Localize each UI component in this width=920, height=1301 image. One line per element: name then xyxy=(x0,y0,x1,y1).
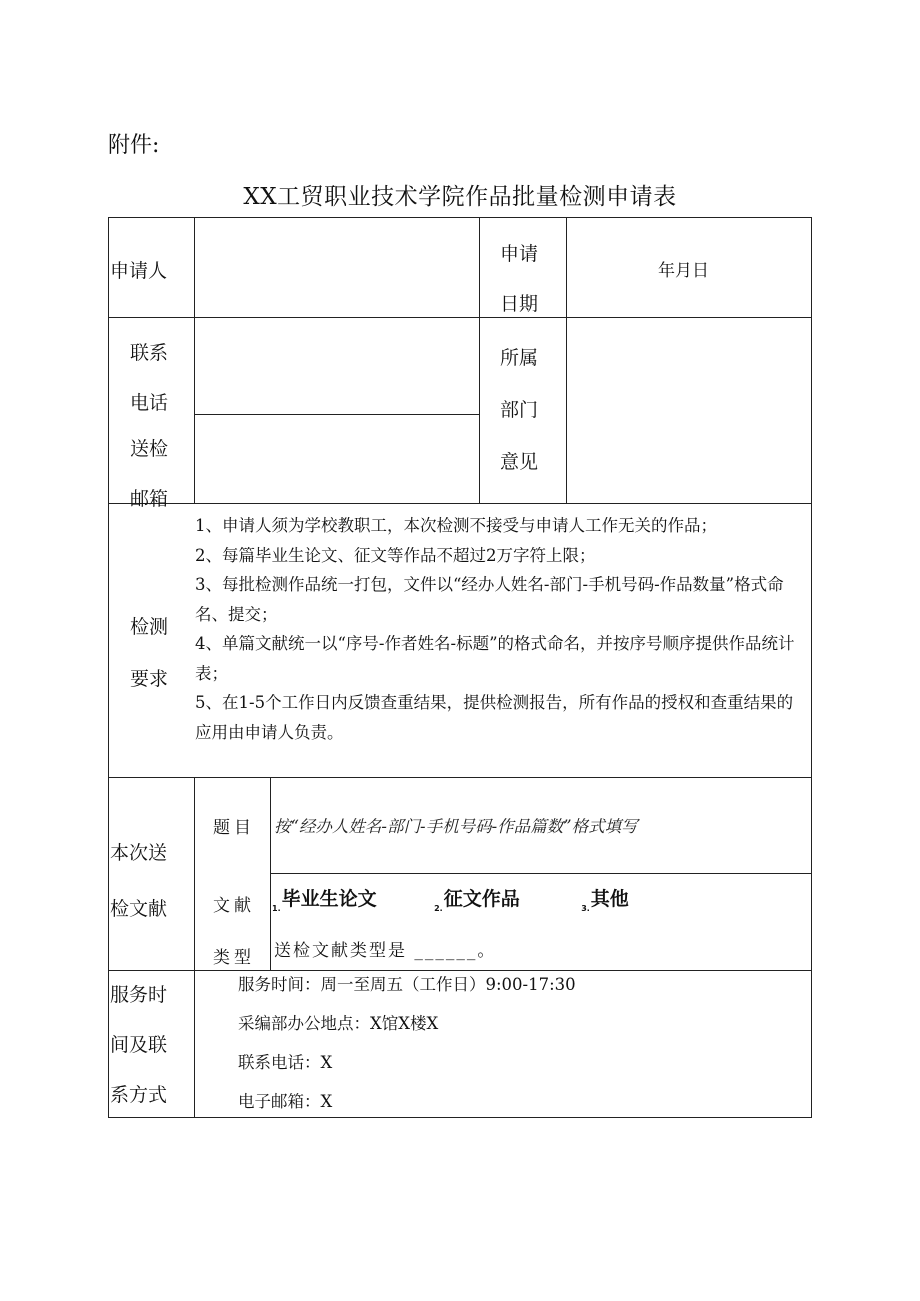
phone-field[interactable] xyxy=(196,319,478,413)
topic-label: 题目 xyxy=(213,818,255,838)
requirement-item: 5、在1-5个工作日内反馈查重结果，提供检测报告，所有作品的授权和查重结果的应用由申请人负责。 xyxy=(195,693,794,742)
topic-field[interactable]: 按“经办人姓名-部门-手机号码-作品篇数”格式填写 xyxy=(274,817,638,836)
service-email: 电子邮箱：X xyxy=(238,1092,333,1111)
dept-opinion-field[interactable] xyxy=(568,319,810,502)
applicant-label: 申请人 xyxy=(110,260,168,282)
service-office: 采编部办公地点：X馆X楼X xyxy=(238,1014,439,1033)
phone-label: 联系 电话 xyxy=(130,342,169,414)
requirement-item: 3、每批检测作品统一打包，文件以“经办人姓名-部门-手机号码-作品数量”格式命名、提交； xyxy=(195,575,784,624)
apply-date-label: 申请 日期 xyxy=(500,243,539,315)
doc-type-option-thesis[interactable]: $_{1.}$毕业生论文 xyxy=(272,888,377,913)
doc-type-option-other[interactable]: $_{3.}$其他 xyxy=(581,888,629,913)
submission-label: 本次送 检文献 xyxy=(110,842,168,920)
service-label: 服务时 间及联 系方式 xyxy=(110,984,168,1106)
email-label: 送检 邮箱 xyxy=(130,438,169,510)
service-hours: 服务时间：周一至周五（工作日）9:00-17:30 xyxy=(238,975,576,994)
requirement-item: 1、申请人须为学校教职工，本次检测不接受与申请人工作无关的作品； xyxy=(195,516,717,535)
apply-date-field[interactable]: 年月日 xyxy=(658,261,709,281)
doc-type-label: 文献 类型 xyxy=(213,896,255,968)
requirements-label: 检测 要求 xyxy=(130,616,169,690)
attachment-label: 附件: xyxy=(108,133,160,158)
form-title: XX工贸职业技术学院作品批量检测申请表 xyxy=(243,184,677,210)
applicant-field[interactable] xyxy=(196,219,478,316)
requirement-item: 2、每篇毕业生论文、征文等作品不超过2万字符上限； xyxy=(195,545,596,565)
requirements-list xyxy=(195,511,807,747)
requirement-item: 4、单篇文献统一以“序号-作者姓名-标题”的格式命名，并按序号顺序提供作品统计表； xyxy=(195,634,795,683)
service-phone: 联系电话：X xyxy=(238,1053,333,1072)
dept-opinion-label: 所属 部门 意见 xyxy=(500,347,539,473)
service-info xyxy=(238,965,576,1121)
email-field[interactable] xyxy=(196,416,478,502)
doc-type-options xyxy=(272,884,808,913)
doc-type-sentence[interactable]: 送检文献类型是 ______。 xyxy=(274,941,497,961)
doc-type-option-essay[interactable]: $_{2.}$征文作品 xyxy=(434,888,520,913)
